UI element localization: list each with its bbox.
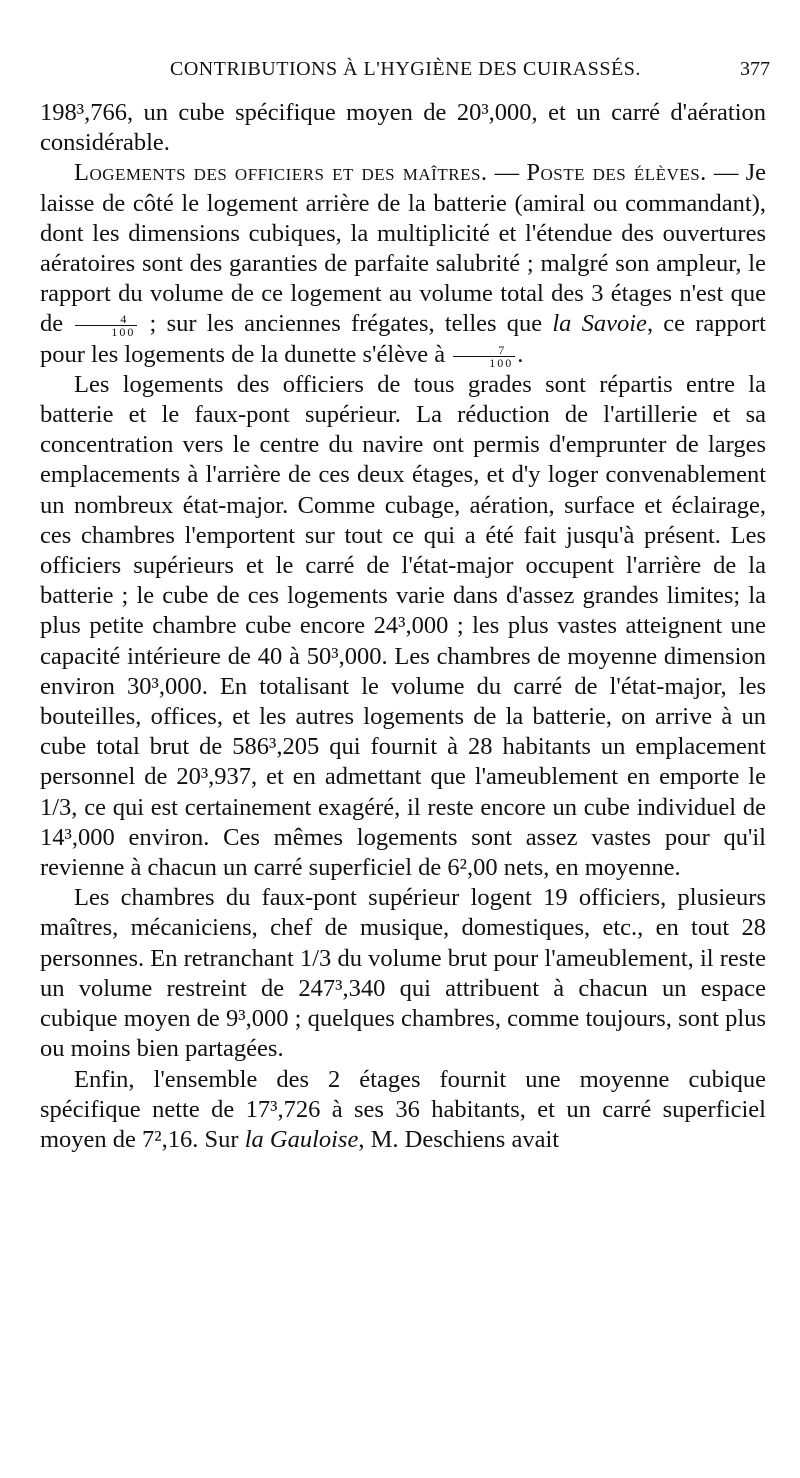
- paragraph-ensemble: [40, 1065, 766, 1156]
- paragraph-officiers: Les logements des officiers de tous grades sont répartis entre la batterie et le faux-pont supérieur. La réduction de l'artillerie et sa concentration vers le centre du navire ont permis d'emprunter de larges emplacements à l'arrière de ces deux étages, et d'y loger convenablement un nombreux état-major. Comme cubage, aération, surface et éclairage, ces chambres l'emportent sur tout ce qui a été fait jusqu'à présent. Les officiers supérieurs et le carré de l'état-major occupent l'arrière de la batterie ; le cube de ces logements varie dans d'assez grandes limites; la plus petite chambre cube encore 24³,000 ; les plus vastes atteignent une capacité intérieure de 40 à 50³,000. Les chambres de moyenne dimension environ 30³,000. En totalisant le volume du carré de l'état-major, les bouteilles, offices, et les autres logements de la batterie, on arrive à un cube total brut de 586³,205 qui fournit à 28 habitants un emplacement personnel de 20³,937, et en admettant que l'ameublement en emporte le 1/3, ce qui est certainement exagéré, il reste encore un cube individuel de 14³,000 environ. Ces mêmes logements sont assez vastes pour qu'il revienne à chacun un carré superficiel de 6²,00 nets, en moyenne.: [40, 370, 766, 882]
- paragraph-text: ; sur les anciennes frégates, telles que: [139, 310, 553, 338]
- running-title: CONTRIBUTIONS À L'HYGIÈNE DES CUIRASSÉS.: [170, 58, 641, 80]
- page-body: [40, 98, 766, 1155]
- paragraph-logements: [40, 158, 766, 369]
- fraction-four-hundredths: [75, 313, 137, 338]
- fraction-denominator: 100: [111, 325, 136, 340]
- fraction-seven-hundredths: [453, 344, 515, 369]
- ship-name-gauloise: la Gauloise: [244, 1125, 359, 1153]
- paragraph-faux-pont: Les chambres du faux-pont supérieur logent 19 officiers, plusieurs maîtres, mécaniciens, chef de musique, domestiques, etc., en tout 28 personnes. En retranchant 1/3 du volume brut pour l'ameublement, il reste un volume restreint de 247³,340 qui attribuent à chacun un espace cubique moyen de 9³,000 ; quelques chambres, comme toujours, sont plus ou moins bien partagées.: [40, 884, 766, 1063]
- section-heading-officiers: Logements des officiers et des maîtres.: [74, 159, 488, 187]
- paragraph-text: .: [517, 340, 524, 368]
- page-header: [40, 58, 770, 88]
- page-number: 377: [740, 58, 770, 80]
- paragraph-text: Enfin, l'ensemble des 2 étages fournit une moyenne cubique spécifique nette de 17³,726 à ses 36 habitants, et un carré superficiel moyen de 7²,16. Sur: [40, 1065, 766, 1153]
- ship-name-savoie: la Savoie: [552, 310, 647, 338]
- paragraph-continued: 198³,766, un cube spécifique moyen de 20³,000, et un carré d'aération considérable.: [40, 99, 766, 157]
- heading-separator: —: [487, 159, 527, 187]
- fraction-numerator: 7: [453, 344, 515, 357]
- fraction-denominator: 100: [489, 355, 514, 370]
- paragraph-text: , ce rapport pour les logements de la dunette s'élève à: [40, 310, 766, 368]
- paragraph-text: — Je laisse de côté le logement arrière de la batterie (amiral ou commandant), dont les dimensions cubiques, la multiplicité et l'étendue des ouvertures aératoires sont des garanties de parfaite salubrité ; malgré son ampleur, le rapport du volume de ce logement au volume total des 3 étages n'est que de: [40, 159, 766, 338]
- section-heading-eleves: Poste des élèves.: [526, 159, 707, 187]
- paragraph-text: , M. Deschiens avait: [358, 1125, 560, 1153]
- fraction-numerator: 4: [75, 313, 137, 326]
